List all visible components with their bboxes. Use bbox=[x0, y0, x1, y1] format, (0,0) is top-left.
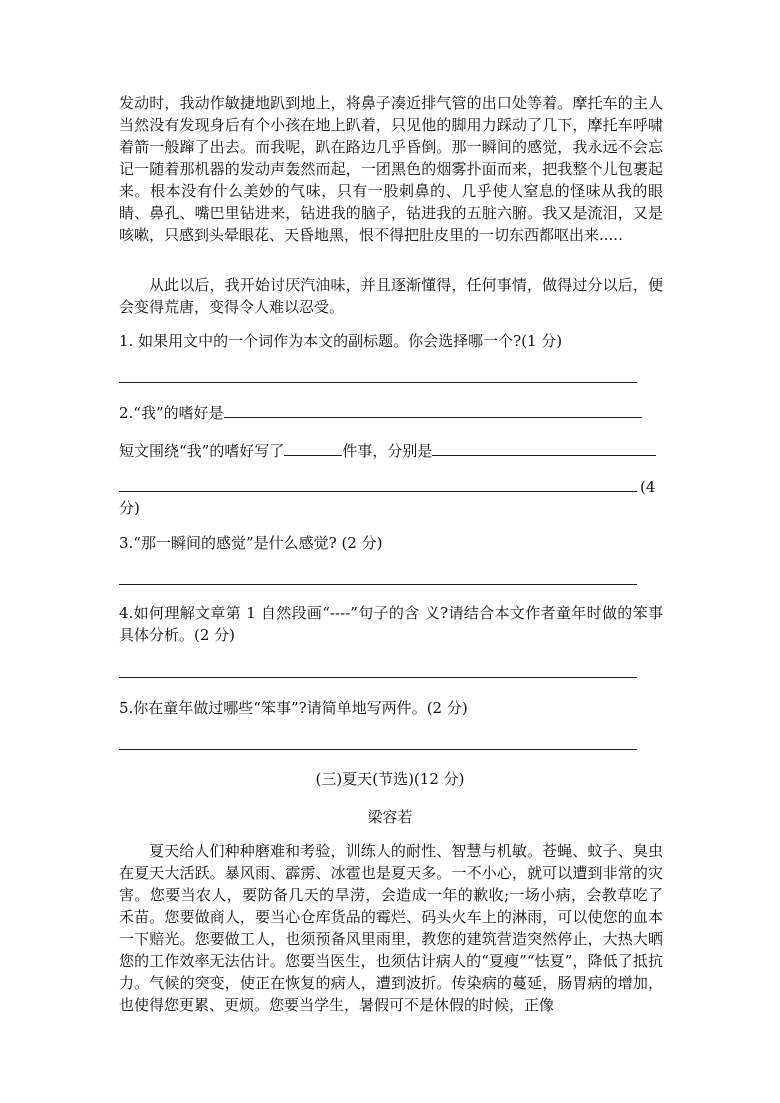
question-2-score-unit: 分) bbox=[119, 499, 140, 517]
question-2b-text-mid: 件事，分别是 bbox=[342, 442, 433, 460]
answer-line-2[interactable] bbox=[119, 491, 637, 492]
story-paragraph-1: 发动时，我动作敏捷地趴到地上，将鼻子凑近排气管的出口处等着。摩托车的主人当然没有发现身后有个小孩在地上趴着，只见他的脚用力踩动了几下，摩托车呼啸着箭一般蹿了出去。而我呢，趴在路边几乎昏倒。那一瞬间的感觉，我永远不会忘记一随着那机器的发动声轰然而起，一团黑色的烟雾扑面而来，把我整个儿包裹起来。根本没有什么美妙的气味，只有一股刺鼻的、几乎使人窒息的怪味从我的眼睛、鼻孔、嘴巴里钻进来，钻进我的脑子，钻进我的五脏六腑。我又是流泪，又是咳嗽，只感到头晕眼花、天昏地黑，恨不得把肚皮里的一切东西都呕出来..... bbox=[119, 94, 663, 244]
section-3-title: (三)夏天(节选)(12 分) bbox=[315, 770, 465, 788]
section-3-body: 夏天给人们种种磨难和考验，训练人的耐性、智慧与机敏。苍蝇、蚊子、臭虫在夏天大活跃。暴风雨、霹雳、冰雹也是夏天多。一不小心，就可以遭到非常的灾害。您要当农人，要防备几天的旱涝，会造成一年的歉收;一场小病，会教草吃了禾苗。您要做商人，要当心仓库货品的霉烂、码头火车上的淋雨，可以使您的血本一下赔光。您要做工人，也须预备风里雨里，教您的建筑营造突然停止，大热大晒您的工作效率无法估计。您要当医生，也须估计病人的“夏瘦”“怯夏”，降低了抵抗力。气候的突变，使正在恢复的病人，遭到波折。传染病的蔓延，肠胃病的增加，也使得您更累、更烦。您要当学生，暑假可不是休假的时候，正像 bbox=[119, 842, 663, 1014]
section-3-author: 梁容若 bbox=[367, 808, 413, 826]
answer-line-3[interactable] bbox=[119, 584, 637, 585]
question-2b bbox=[119, 439, 656, 462]
answer-blank-count[interactable] bbox=[284, 439, 342, 456]
answer-blank-events[interactable] bbox=[432, 439, 656, 456]
question-1: 1. 如果用文中的一个词作为本文的副标题。你会选择哪一个?(1 分) bbox=[119, 332, 563, 350]
answer-line-5[interactable] bbox=[119, 749, 637, 750]
question-4: 4.如何理解文章第 1 自然段画“----”句子的含 义?请结合本文作者童年时做的笨事具体分析。(2 分) bbox=[119, 604, 663, 644]
story-paragraph-2: 从此以后，我开始讨厌汽油味，并且逐渐懂得，任何事情，做得过分以后，便会变得荒唐，变得令人难以忍受。 bbox=[119, 276, 663, 316]
question-2a bbox=[119, 401, 642, 424]
question-2-score: (4 bbox=[640, 478, 656, 496]
question-3: 3.“那一瞬间的感觉”是什么感觉? (2 分) bbox=[119, 534, 383, 552]
answer-blank-hobby[interactable] bbox=[224, 401, 642, 418]
answer-line-1[interactable] bbox=[119, 382, 637, 383]
question-5: 5.你在童年做过哪些“笨事”?请简单地写两件。(2 分) bbox=[119, 699, 468, 717]
question-2b-text-pre: 短文围绕“我”的嗜好写了 bbox=[119, 442, 285, 460]
question-2a-text: 2.“我”的嗜好是 bbox=[119, 404, 224, 422]
answer-line-4[interactable] bbox=[119, 677, 637, 678]
